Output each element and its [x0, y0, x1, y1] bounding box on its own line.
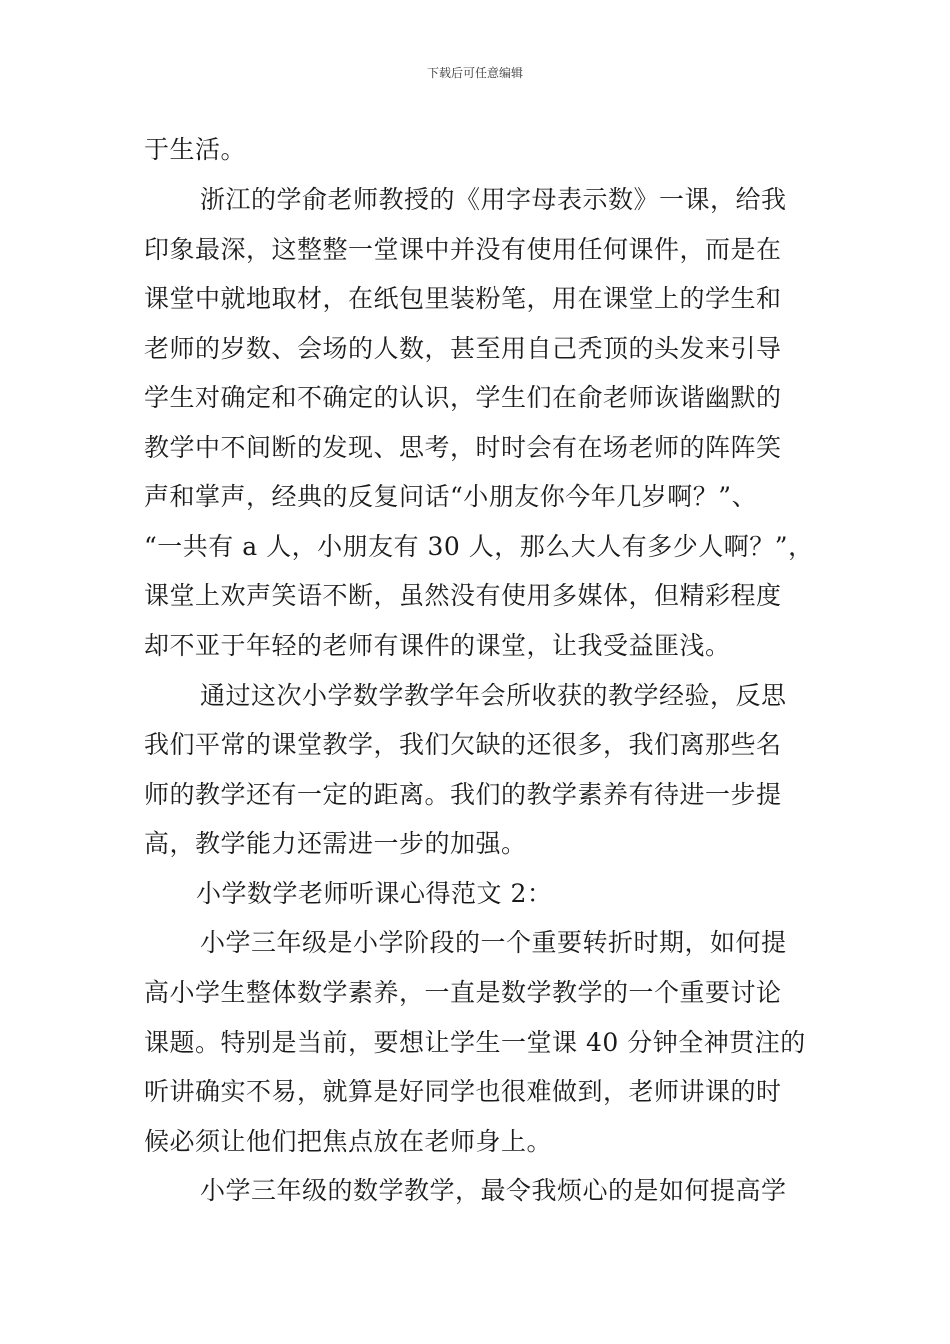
section-heading: 小学数学老师听课心得范文 2：	[196, 879, 553, 908]
text-line: 我们平常的课堂教学，我们欠缺的还很多，我们离那些名	[144, 730, 782, 759]
text-line: 小学三年级的数学教学，最令我烦心的是如何提高学	[200, 1176, 787, 1205]
text-line: “一共有 a 人，小朋友有 30 人，那么大人有多少人啊？”，	[144, 532, 814, 561]
text-line: 候必须让他们把焦点放在老师身上。	[144, 1127, 553, 1156]
text-line: 却不亚于年轻的老师有课件的课堂，让我受益匪浅。	[144, 631, 731, 660]
text-line: 印象最深，这整整一堂课中并没有使用任何课件，而是在	[144, 235, 782, 264]
text-line: 通过这次小学数学教学年会所收获的教学经验，反思	[200, 681, 787, 710]
text-line: 听讲确实不易，就算是好同学也很难做到，老师讲课的时	[144, 1077, 782, 1106]
text-line: 高，教学能力还需进一步的加强。	[144, 829, 527, 858]
text-line: 声和掌声，经典的反复问话“小朋友你今年几岁啊？”、	[144, 482, 758, 511]
text-line: 浙江的学俞老师教授的《用字母表示数》一课，给我	[200, 185, 787, 214]
text-line: 学生对确定和不确定的认识，学生们在俞老师诙谐幽默的	[144, 383, 782, 412]
page-header: 下载后可任意编辑	[426, 66, 523, 80]
text-line: 于生活。	[144, 135, 247, 164]
text-line: 教学中不间断的发现、思考，时时会有在场老师的阵阵笑	[144, 433, 782, 462]
text-line: 课题。特别是当前，要想让学生一堂课 40 分钟全神贯注的	[144, 1028, 806, 1057]
text-line: 课堂上欢声笑语不断，虽然没有使用多媒体，但精彩程度	[144, 581, 782, 610]
text-line: 课堂中就地取材，在纸包里装粉笔，用在课堂上的学生和	[144, 284, 782, 313]
text-line: 小学三年级是小学阶段的一个重要转折时期，如何提	[200, 928, 787, 957]
text-line: 老师的岁数、会场的人数，甚至用自己秃顶的头发来引导	[144, 334, 782, 363]
text-line: 师的教学还有一定的距离。我们的教学素养有待进一步提	[144, 780, 782, 809]
text-line: 高小学生整体数学素养，一直是数学教学的一个重要讨论	[144, 978, 782, 1007]
